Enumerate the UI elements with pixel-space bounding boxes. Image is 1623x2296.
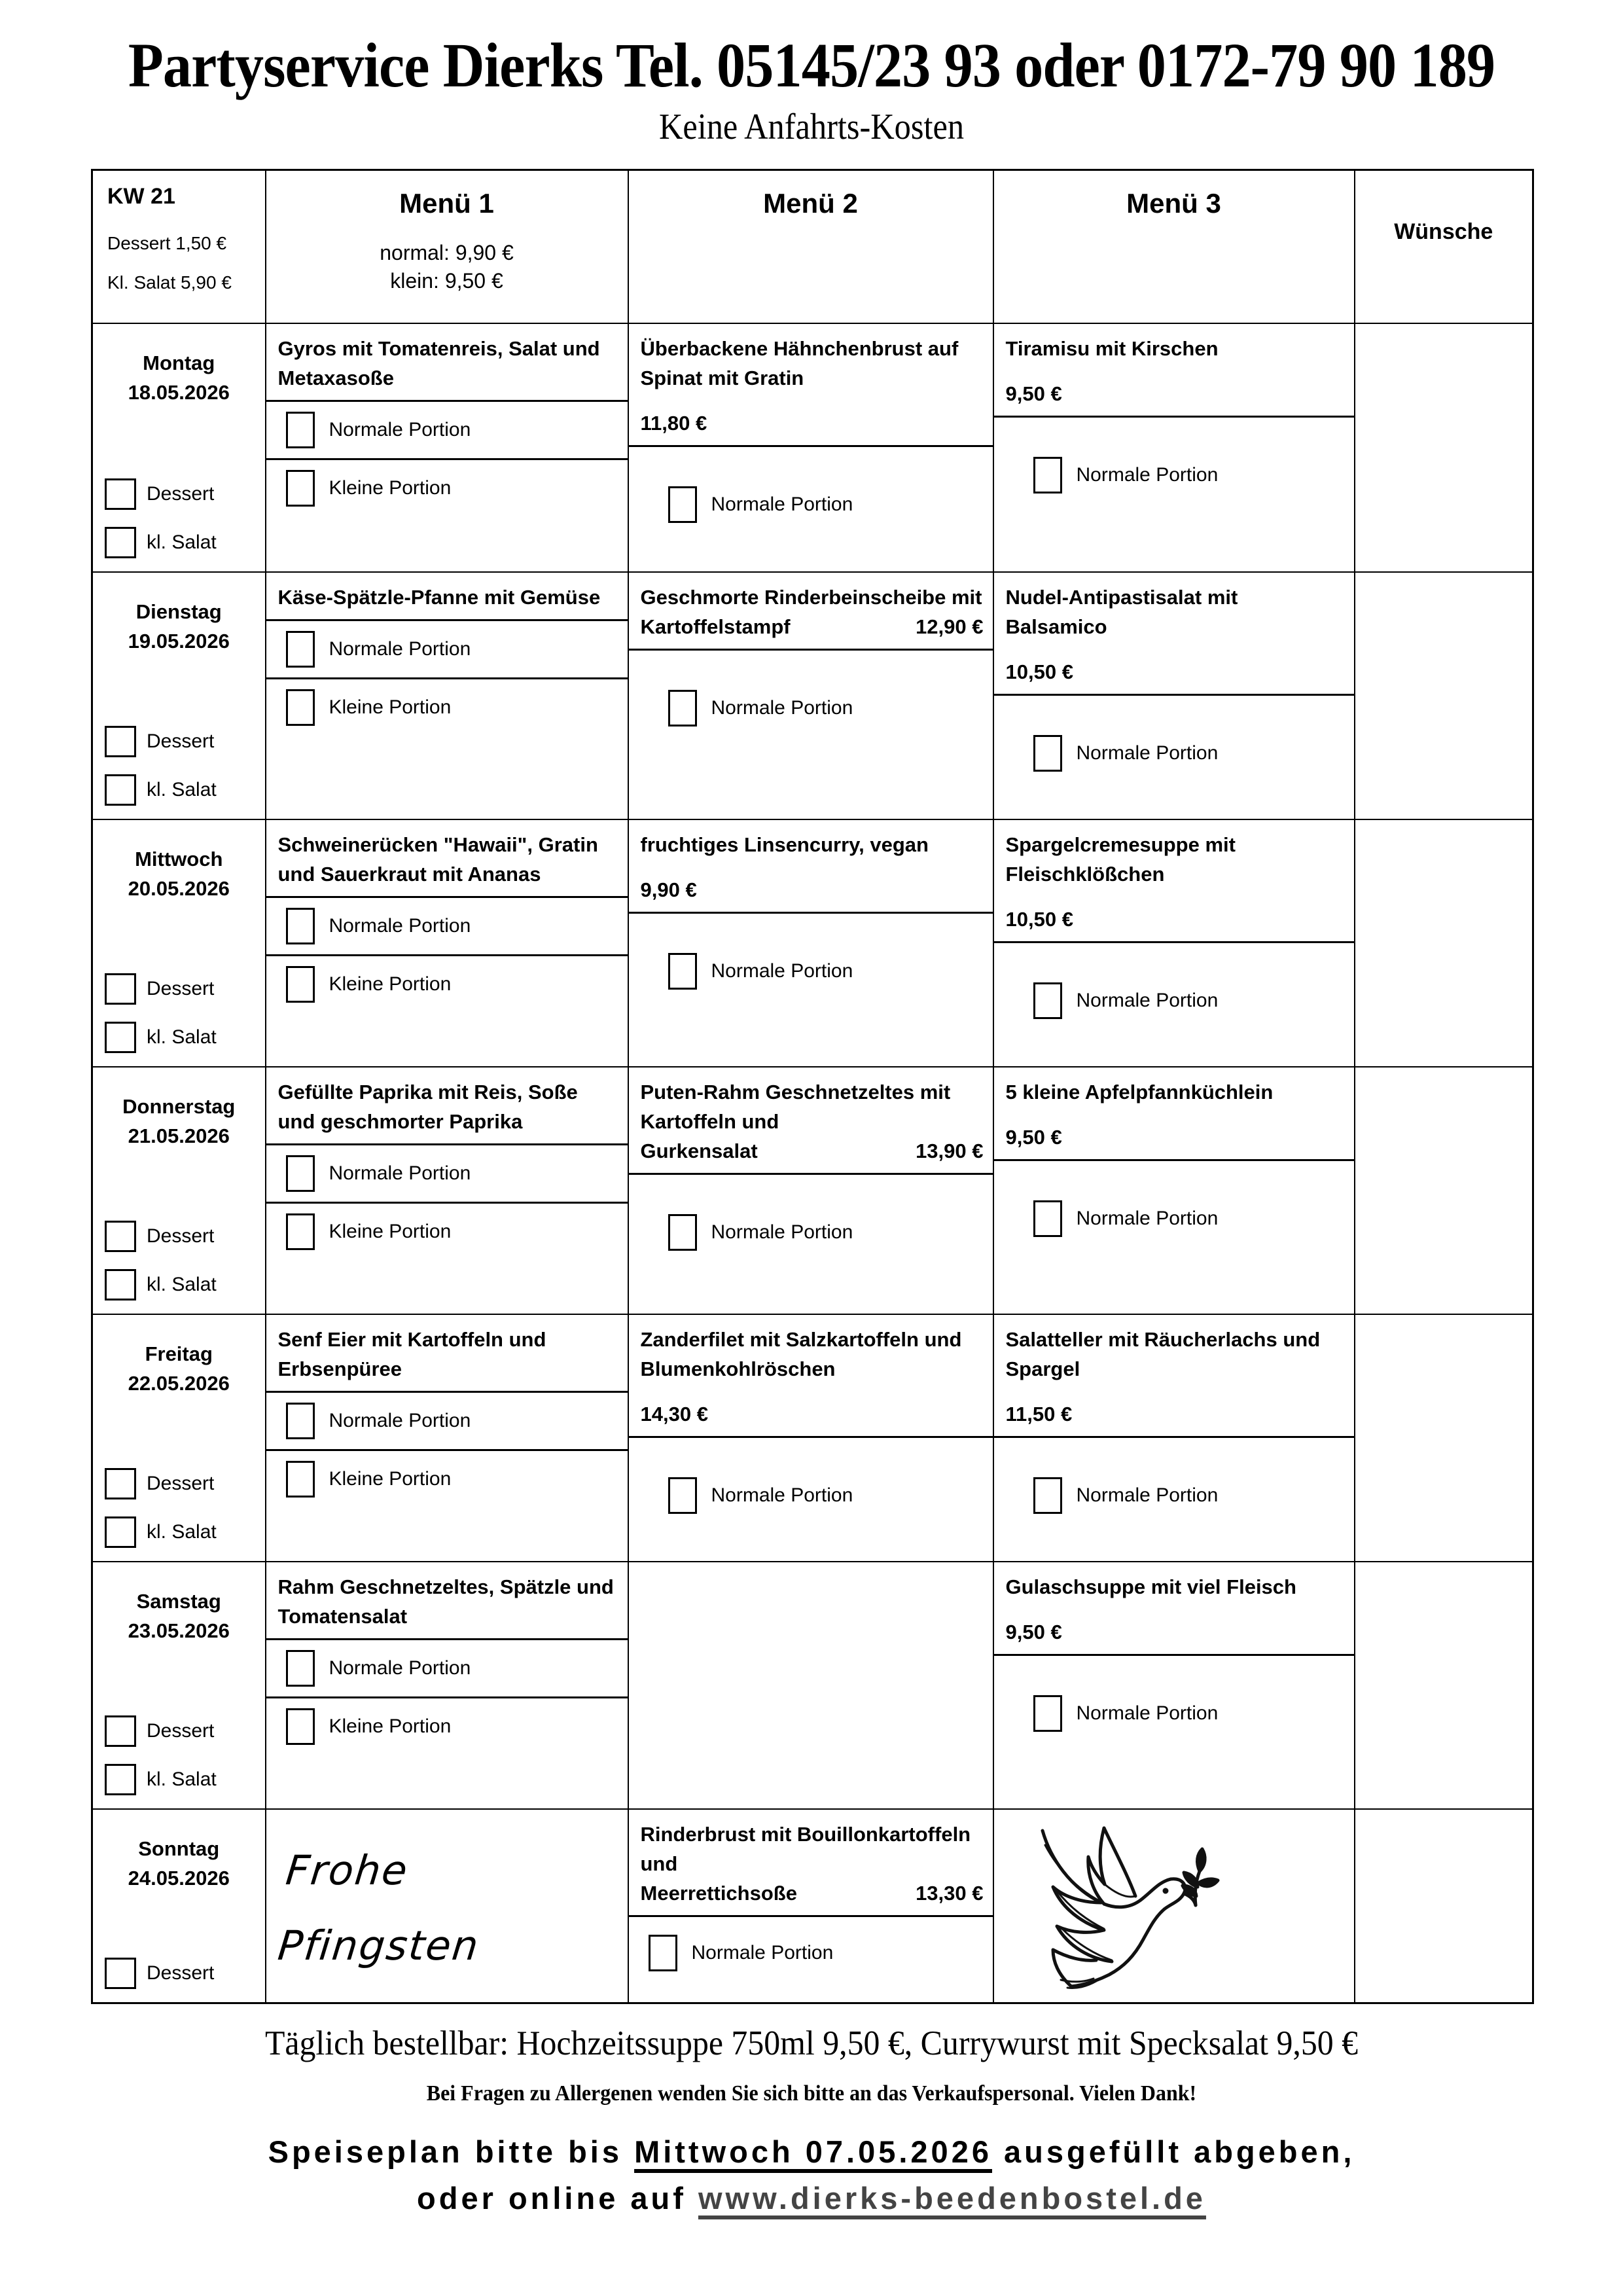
normal-portion-checkbox[interactable] [668,1214,697,1251]
daily-offer-text: Täglich bestellbar: Hochzeitssuppe 750ml 9,50 €, Currywurst mit Specksalat 9,50 € [264,2024,1359,2062]
normal-portion-option[interactable] [266,898,628,954]
wishes-cell[interactable] [1355,1809,1533,2003]
normal-portion-label: Normale Portion [1076,742,1219,764]
normal-portion-option[interactable] [629,1175,993,1290]
normal-portion-option[interactable] [629,1438,993,1553]
dessert-checkbox[interactable] [105,1221,136,1252]
table-header-row [92,170,1533,324]
normal-portion-label: Normale Portion [1076,989,1219,1011]
menu1-cell [266,1314,628,1562]
normal-portion-checkbox[interactable] [1033,1695,1062,1732]
dessert-option[interactable] [105,1715,255,1747]
day-cell [92,1809,266,2003]
small-portion-option[interactable] [266,1202,628,1260]
normal-portion-label: Normale Portion [329,1410,471,1432]
dessert-checkbox[interactable] [105,1468,136,1499]
menu2-dish: Rinderbrust mit Bouillonkartoffeln und Meerrettichsoße 13,30 € [640,1823,984,1905]
header-cell-week [92,170,266,324]
table-row [92,1562,1533,1809]
menu2-price: 9,90 € [640,878,697,901]
dessert-checkbox[interactable] [105,973,136,1005]
menu3-cell-dove [993,1809,1355,2003]
small-portion-option[interactable] [266,677,628,736]
day-date: 22.05.2026 [128,1371,230,1395]
deadline-date: Mittwoch 07.05.2026 [634,2134,992,2169]
normal-portion-label: Normale Portion [711,696,853,719]
table-row [92,1809,1533,2003]
day-date: 20.05.2026 [128,876,230,900]
small-portion-option[interactable] [266,954,628,1013]
salad-checkbox[interactable] [105,527,136,558]
wishes-cell[interactable] [1355,819,1533,1067]
normal-portion-option[interactable] [994,1161,1354,1276]
normal-portion-label: Normale Portion [329,915,471,937]
day-date: 21.05.2026 [128,1124,230,1147]
salad-label: kl. Salat [147,1274,217,1295]
menu3-price: 10,50 € [1005,660,1073,683]
dessert-label: Dessert [147,1473,215,1494]
day-cell [92,323,266,572]
small-portion-checkbox[interactable] [286,966,315,1003]
normal-portion-label: Normale Portion [711,1484,853,1506]
dessert-option[interactable] [105,1221,255,1252]
menu2-cell [628,1314,993,1562]
small-portion-option[interactable] [266,1449,628,1507]
online-line [0,2180,1623,2216]
menu2-cell [628,323,993,572]
page-title: Partyservice Dierks Tel. 05145/23 93 oder 0172-79 90 189 [128,30,1495,100]
menu3-dish: 5 kleine Apfelpfannküchlein 9,50 € [994,1067,1354,1159]
menu2-cell [628,1067,993,1314]
day-name: Donnerstag [122,1095,236,1118]
menu-plan-table [91,169,1534,2004]
dessert-option[interactable] [105,726,255,757]
menu3-dish: Tiramisu mit Kirschen 9,50 € [994,324,1354,416]
normal-portion-checkbox[interactable] [286,1650,315,1687]
deadline-line [0,2134,1623,2170]
dessert-checkbox[interactable] [105,1715,136,1747]
header-cell-menu2 [628,170,993,324]
wishes-cell[interactable] [1355,323,1533,572]
small-portion-label: Kleine Portion [329,1468,452,1490]
menu1-price-normal: normal: 9,90 € [380,241,514,264]
deadline-prefix: Speiseplan bitte bis [268,2134,635,2169]
menu3-price: 9,50 € [1005,1125,1062,1149]
table-row [92,819,1533,1067]
dessert-option[interactable] [105,478,255,510]
normal-portion-checkbox[interactable] [286,631,315,668]
day-date: 18.05.2026 [128,380,230,404]
normal-portion-checkbox[interactable] [1033,1477,1062,1514]
menu1-cell [266,819,628,1067]
salad-price: Kl. Salat 5,90 € [107,272,232,293]
day-cell [92,1562,266,1809]
menu1-price-small: klein: 9,50 € [390,269,503,293]
salad-checkbox[interactable] [105,1764,136,1795]
dessert-checkbox[interactable] [105,478,136,510]
menu1-cell [266,323,628,572]
menu1-cell [266,572,628,819]
table-row [92,572,1533,819]
dessert-label: Dessert [147,1962,215,1984]
greeting-line-2: Pfingsten [275,1921,482,1969]
dessert-label: Dessert [147,1720,215,1742]
deadline-suffix: ausgefüllt abgeben, [991,2134,1355,2169]
dessert-label: Dessert [147,1225,215,1247]
online-prefix: oder online auf [417,2180,698,2215]
menu-plan-wrapper [91,169,1532,2004]
menu1-cell [266,1067,628,1314]
normal-portion-label: Normale Portion [711,960,853,982]
menu2-dish: Geschmorte Rinderbeinscheibe mit Kartoffelstampf 12,90 € [640,586,984,638]
menu3-dish: Nudel-Antipastisalat mit Balsamico 10,50 € [994,573,1354,694]
menu1-cell [266,1562,628,1809]
page-header [0,0,1623,145]
normal-portion-label: Normale Portion [329,638,471,660]
menu3-cell [993,323,1355,572]
menu1-title: Menü 1 [399,188,494,219]
day-cell [92,1067,266,1314]
menu1-dish: Senf Eier mit Kartoffeln und Erbsenpüree [277,1328,546,1380]
normal-portion-option[interactable] [994,943,1354,1058]
normal-portion-checkbox[interactable] [286,1155,315,1192]
table-row [92,323,1533,572]
day-cell [92,1314,266,1562]
greeting-line-1: Frohe [283,1846,411,1894]
normal-portion-option[interactable] [266,402,628,458]
salad-label: kl. Salat [147,779,217,800]
normal-portion-checkbox[interactable] [1033,1200,1062,1237]
normal-portion-option[interactable] [994,1438,1354,1553]
salad-checkbox[interactable] [105,1022,136,1053]
normal-portion-label: Normale Portion [1076,1702,1219,1724]
menu2-dish: Zanderfilet mit Salzkartoffeln und Blumenkohlröschen 14,30 € [629,1315,993,1436]
menu1-dish: Gefüllte Paprika mit Reis, Soße und geschmorter Paprika [277,1081,578,1133]
normal-portion-checkbox[interactable] [668,690,697,726]
small-portion-option[interactable] [266,1696,628,1755]
dessert-label: Dessert [147,483,215,505]
dessert-checkbox[interactable] [105,1958,136,1989]
day-name: Dienstag [135,600,222,623]
normal-portion-option[interactable] [994,418,1354,533]
menu1-dish: Schweinerücken "Hawaii", Gratin und Sauerkraut mit Ananas [277,833,598,886]
salad-option[interactable] [105,527,255,558]
menu3-cell [993,1562,1355,1809]
normal-portion-checkbox[interactable] [286,412,315,448]
menu3-cell [993,572,1355,819]
salad-label: kl. Salat [147,1026,217,1048]
small-portion-checkbox[interactable] [286,689,315,726]
menu3-dish: Gulaschsuppe mit viel Fleisch 9,50 € [994,1562,1354,1654]
menu3-cell [993,819,1355,1067]
small-portion-label: Kleine Portion [329,477,452,499]
day-name: Sonntag [138,1837,220,1860]
menu2-dish: Überbackene Hähnchenbrust auf Spinat mit Gratin 11,80 € [629,324,993,445]
menu3-price: 10,50 € [1005,907,1073,931]
normal-portion-label: Normale Portion [691,1941,834,1964]
normal-portion-checkbox[interactable] [1033,982,1062,1019]
small-portion-checkbox[interactable] [286,1213,315,1250]
menu3-cell [993,1314,1355,1562]
normal-portion-label: Normale Portion [329,1657,471,1679]
normal-portion-option[interactable] [266,1145,628,1202]
day-cell [92,819,266,1067]
menu2-price: 14,30 € [640,1402,708,1426]
normal-portion-label: Normale Portion [711,493,853,515]
salad-option[interactable] [105,1022,255,1053]
menu3-dish: Salatteller mit Räucherlachs und Spargel 11,50 € [994,1315,1354,1436]
small-portion-label: Kleine Portion [329,696,452,719]
normal-portion-option[interactable] [266,1393,628,1449]
header-cell-wishes [1355,170,1533,324]
normal-portion-label: Normale Portion [329,419,471,441]
normal-portion-checkbox[interactable] [1033,457,1062,493]
normal-portion-option[interactable] [629,447,993,562]
dessert-label: Dessert [147,730,215,752]
salad-option[interactable] [105,1764,255,1795]
menu3-price: 11,50 € [1005,1402,1073,1426]
small-portion-checkbox[interactable] [286,470,315,507]
menu2-cell [628,572,993,819]
menu2-dish: Puten-Rahm Geschnetzeltes mit Kartoffeln und Gurkensalat 13,90 € [640,1081,984,1162]
menu2-cell [628,819,993,1067]
day-date: 19.05.2026 [128,629,230,653]
day-name: Montag [143,351,215,374]
page-footer [0,2024,1623,2216]
allergens-note: Bei Fragen zu Allergenen wenden Sie sich bitte an das Verkaufspersonal. Vielen Dank! [426,2081,1197,2106]
normal-portion-checkbox[interactable] [649,1935,677,1971]
salad-option[interactable] [105,1516,255,1548]
normal-portion-option[interactable] [629,651,993,766]
dove-icon [1031,1819,1227,1996]
wishes-cell[interactable] [1355,1562,1533,1809]
dessert-label: Dessert [147,978,215,999]
wishes-cell[interactable] [1355,1067,1533,1314]
menu2-cell-empty [628,1562,993,1809]
normal-portion-label: Normale Portion [1076,1484,1219,1506]
small-portion-option[interactable] [266,458,628,516]
small-portion-checkbox[interactable] [286,1708,315,1745]
normal-portion-option[interactable] [266,1640,628,1696]
normal-portion-checkbox[interactable] [668,953,697,990]
dessert-option[interactable] [105,1468,255,1499]
wishes-title: Wünsche [1394,219,1493,244]
menu1-dish: Rahm Geschnetzeltes, Spätzle und Tomatensalat [277,1575,614,1628]
small-portion-label: Kleine Portion [329,1221,452,1243]
normal-portion-option[interactable] [994,1656,1354,1771]
normal-portion-option[interactable] [266,621,628,677]
day-name: Samstag [136,1590,221,1613]
dessert-checkbox[interactable] [105,726,136,757]
normal-portion-option[interactable] [629,1917,993,1989]
week-number: KW 21 [107,184,175,209]
salad-checkbox[interactable] [105,1516,136,1548]
day-name: Mittwoch [135,848,223,870]
salad-label: kl. Salat [147,531,217,553]
holiday-greeting [248,1810,628,1983]
menu3-price: 9,50 € [1005,1620,1062,1643]
menu1-cell-greeting [266,1809,628,2003]
wishes-cell[interactable] [1355,572,1533,819]
normal-portion-option[interactable] [629,914,993,1029]
normal-portion-checkbox[interactable] [1033,735,1062,772]
day-name: Freitag [145,1342,213,1365]
menu3-cell [993,1067,1355,1314]
dessert-price: Dessert 1,50 € [107,233,227,253]
normal-portion-checkbox[interactable] [286,1403,315,1439]
menu2-cell [628,1809,993,2003]
header-cell-menu3 [993,170,1355,324]
header-cell-menu1 [266,170,628,324]
salad-checkbox[interactable] [105,774,136,806]
salad-option[interactable] [105,774,255,806]
menu1-dish: Käse-Spätzle-Pfanne mit Gemüse [277,586,601,609]
menu3-title: Menü 3 [1126,188,1221,219]
normal-portion-label: Normale Portion [329,1162,471,1185]
dessert-option[interactable] [105,1958,255,1989]
day-cell [92,572,266,819]
small-portion-label: Kleine Portion [329,1715,452,1738]
salad-checkbox[interactable] [105,1269,136,1300]
menu1-dish: Gyros mit Tomatenreis, Salat und Metaxasoße [277,337,600,389]
menu2-title: Menü 2 [763,188,858,219]
normal-portion-label: Normale Portion [1076,1207,1219,1229]
small-portion-checkbox[interactable] [286,1461,315,1498]
wishes-cell[interactable] [1355,1314,1533,1562]
menu3-dish: Spargelcremesuppe mit Fleischklößchen 10,50 € [994,820,1354,941]
page-subtitle: Keine Anfahrts-Kosten [658,107,965,147]
table-row [92,1067,1533,1314]
salad-label: kl. Salat [147,1521,217,1543]
menu2-dish: fruchtiges Linsencurry, vegan 9,90 € [629,820,993,912]
dessert-option[interactable] [105,973,255,1005]
table-row [92,1314,1533,1562]
day-date: 24.05.2026 [128,1866,230,1890]
normal-portion-checkbox[interactable] [668,1477,697,1514]
normal-portion-checkbox[interactable] [286,908,315,944]
normal-portion-label: Normale Portion [711,1221,853,1243]
website-link[interactable]: www.dierks-beedenbostel.de [698,2180,1206,2215]
small-portion-label: Kleine Portion [329,973,452,996]
day-date: 23.05.2026 [128,1619,230,1642]
normal-portion-checkbox[interactable] [668,486,697,523]
normal-portion-label: Normale Portion [1076,463,1219,486]
normal-portion-option[interactable] [994,696,1354,811]
menu3-price: 9,50 € [1005,382,1062,405]
menu2-price: 11,80 € [640,411,707,435]
salad-label: kl. Salat [147,1768,217,1790]
salad-option[interactable] [105,1269,255,1300]
